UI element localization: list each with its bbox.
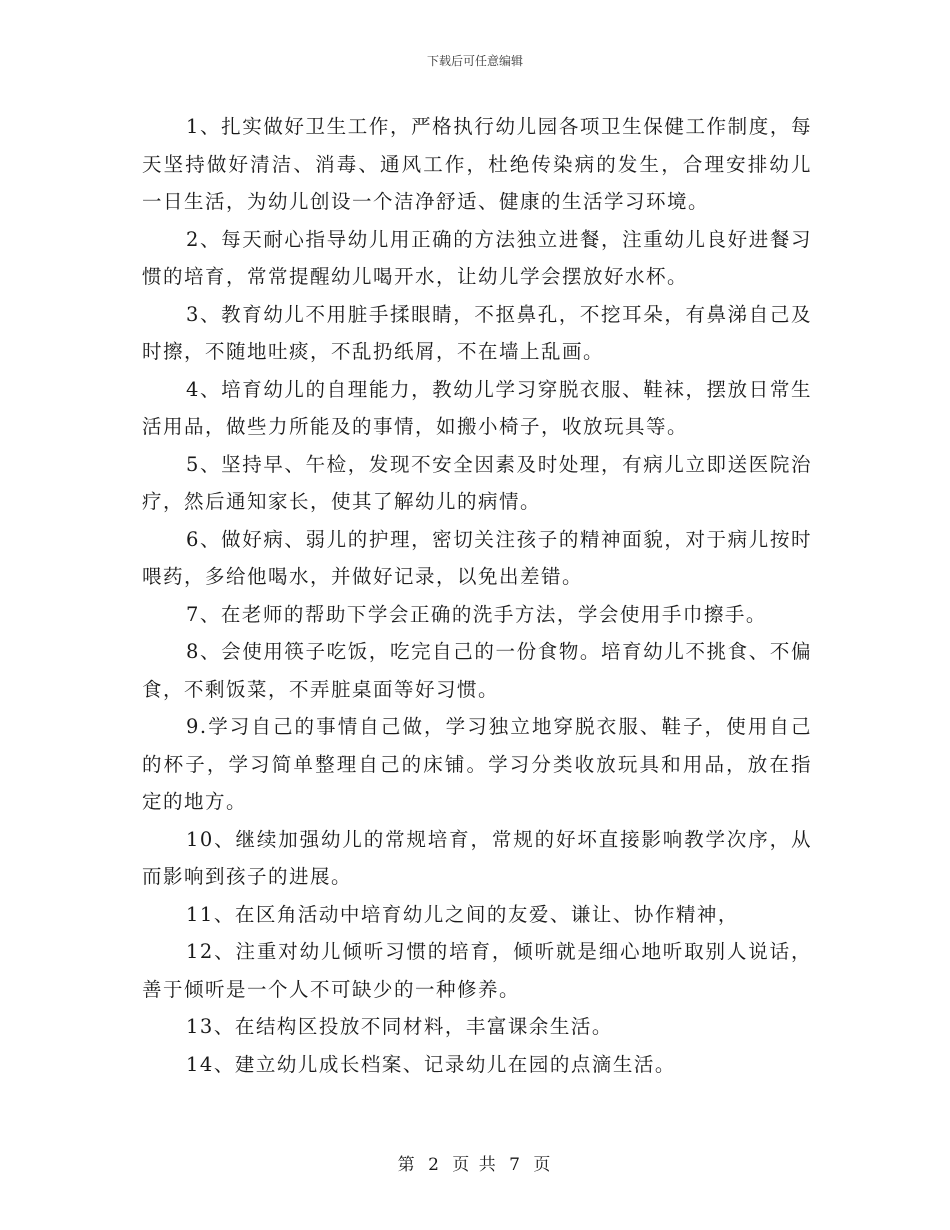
paragraph-4: 4、培育幼儿的自理能力，教幼儿学习穿脱衣服、鞋袜，摆放日常生活用品，做些力所能及的事情，如搬小椅子，收放玩具等。 [142,377,812,438]
paragraph-9: 9.学习自己的事情自己做，学习独立地穿脱衣服、鞋子，使用自己的杯子，学习简单整理自己的床铺。学习分类收放玩具和用品，放在指定的地方。 [142,715,812,813]
page-number-footer [0,1150,950,1175]
paragraph-8: 8、会使用筷子吃饭，吃完自己的一份食物。培育幼儿不挑食、不偏食，不剩饭菜，不弄脏桌面等好习惯。 [142,640,812,701]
paragraph-5: 5、坚持早、午检，发现不安全因素及时处理，有病儿立即送医院治疗，然后通知家长，使其了解幼儿的病情。 [142,452,812,513]
page-header: 下载后可任意编辑 [426,54,523,68]
footer-suffix: 页 [533,1155,553,1175]
paragraph-11: 11、在区角活动中培育幼儿之间的友爱、谦让、协作精神， [186,902,739,926]
paragraph-3: 3、教育幼儿不用脏手揉眼睛，不抠鼻孔，不挖耳朵，有鼻涕自己及时擦，不随地吐痰，不乱扔纸屑，不在墙上乱画。 [142,302,812,363]
footer-prefix: 第 [397,1155,417,1175]
paragraph-14: 14、建立幼儿成长档案、记录幼儿在园的点滴生活。 [186,1052,676,1076]
document-body [142,108,812,1083]
paragraph-1: 1、扎实做好卫生工作，严格执行幼儿园各项卫生保健工作制度，每天坚持做好清洁、消毒、通风工作，杜绝传染病的发生，合理安排幼儿一日生活，为幼儿创设一个洁净舒适、健康的生活学习环境。 [142,115,812,213]
paragraph-13: 13、在结构区投放不同材料，丰富课余生活。 [186,1015,613,1038]
paragraph-10: 10、继续加强幼儿的常规培育，常规的好坏直接影响教学次序，从而影响到孩子的进展。 [142,827,812,888]
footer-middle: 页 共 [452,1155,498,1175]
paragraph-12: 12、注重对幼儿倾听习惯的培育，倾听就是细心地听取别人说话，善于倾听是一个人不可缺少的一种修养。 [142,940,812,1001]
total-page-count: 7 [509,1155,522,1175]
paragraph-6: 6、做好病、弱儿的护理，密切关注孩子的精神面貌，对于病儿按时喂药，多给他喝水，并做好记录，以免出差错。 [142,527,812,588]
current-page-number: 2 [428,1155,441,1175]
paragraph-7: 7、在老师的帮助下学会正确的洗手方法，学会使用手巾擦手。 [186,602,767,626]
paragraph-2: 2、每天耐心指导幼儿用正确的方法独立进餐，注重幼儿良好进餐习惯的培育，常常提醒幼儿喝开水，让幼儿学会摆放好水杯。 [142,227,812,288]
